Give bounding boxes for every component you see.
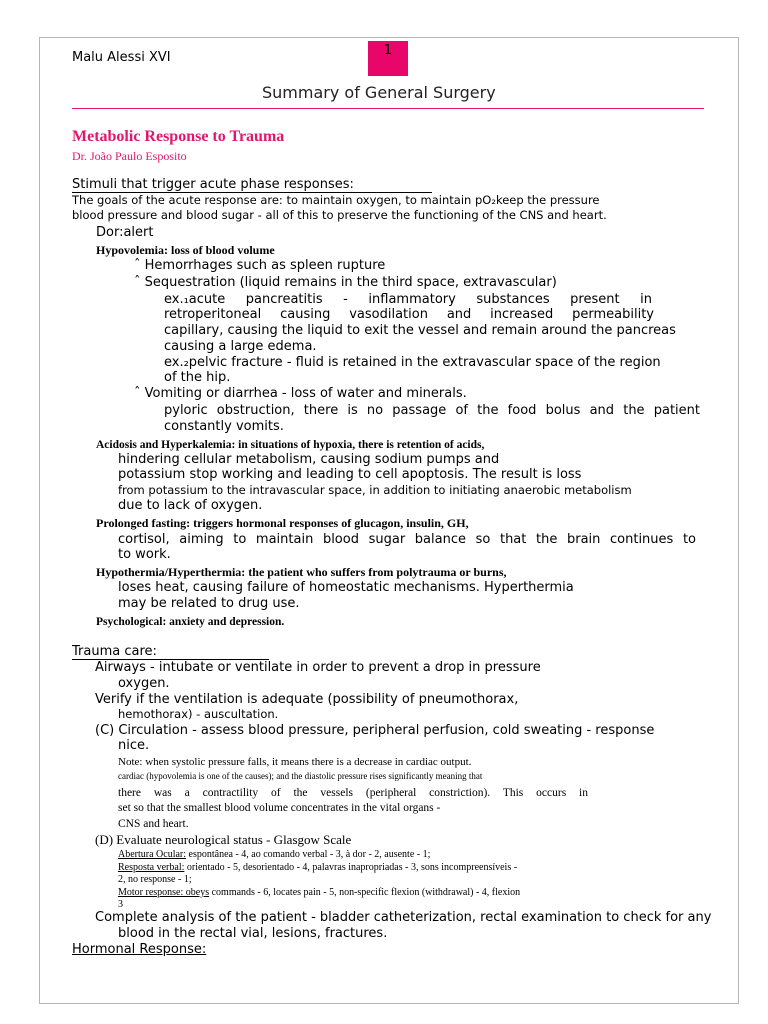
acidosis-line-1: hindering cellular metabolism, causing sodium pumps and: [118, 452, 500, 467]
thermia-line-2: may be related to drug use.: [118, 596, 300, 611]
page-number-badge: [368, 41, 408, 76]
section-title: Metabolic Response to Trauma: [72, 128, 285, 145]
verify-line-1: Verify if the ventilation is adequate (possibility of pneumothorax,: [95, 692, 519, 707]
acidosis-line-3: from potassium to the intravascular space, in addition to initiating anaerobic metabolism: [118, 483, 632, 497]
neuro-heading: (D) Evaluate neurological status - Glasgow Scale: [95, 832, 352, 847]
example-1-line-1: ex.₁acute pancreatitis - inflammatory substances present in: [164, 292, 652, 307]
note-line-4: set so that the smallest blood volume concentrates in the vital organs -: [118, 802, 441, 814]
circulation-line-1: (C) Circulation - assess blood pressure, peripheral perfusion, cold sweating - response: [95, 723, 655, 738]
glasgow-verbal-label: Resposta verbal:: [118, 862, 185, 873]
fasting-line-2: to work.: [118, 547, 171, 562]
note-line-5: CNS and heart.: [118, 818, 189, 830]
hemorrhage-text: Hemorrhages such as spleen rupture: [144, 258, 386, 273]
pyloric-line-1: pyloric obstruction, there is no passage of the food bolus and the patient: [164, 403, 700, 418]
glasgow-verbal: [118, 862, 517, 873]
glasgow-verbal-line-2: 2, no response - 1;: [118, 874, 192, 885]
glasgow-ocular-values: espontânea - 4, ao comando verbal - 3, à dor - 2, ausente - 1;: [186, 849, 431, 860]
complete-line-2: blood in the rectal vial, lesions, fractures.: [118, 926, 388, 941]
airways-line-2: oxygen.: [118, 676, 170, 691]
trauma-heading: Trauma care:: [72, 645, 269, 660]
document-title: Summary of General Surgery: [262, 83, 496, 102]
stimuli-intro-line-1: The goals of the acute response are: to maintain oxygen, to maintain pO₂keep the pressure: [72, 193, 600, 207]
stimuli-intro-line-2: blood pressure and blood sugar - all of this to preserve the functioning of the CNS and heart.: [72, 208, 607, 222]
thermia-heading: Hypothermia/Hyperthermia: the patient who suffers from polytrauma or burns,: [96, 565, 507, 579]
vomiting-text: Vomiting or diarrhea - loss of water and minerals.: [144, 386, 467, 401]
stimuli-heading: Stimuli that trigger acute phase responses:: [72, 178, 432, 193]
glasgow-ocular-label: Abertura Ocular:: [118, 849, 187, 860]
fasting-heading: Prolonged fasting: triggers hormonal responses of glucagon, insulin, GH,: [96, 516, 469, 530]
acidosis-line-4: due to lack of oxygen.: [118, 498, 263, 513]
sub-bullet-icon: ˆ: [134, 386, 141, 401]
example-1-line-2: retroperitoneal causing vasodilation and increased permeability: [164, 307, 654, 322]
hormonal-heading: Hormonal Response:: [72, 942, 207, 957]
hypovolemia-text: Hypovolemia: loss of blood volume: [96, 243, 275, 257]
section-author: Dr. João Paulo Esposito: [72, 149, 187, 163]
glasgow-ocular: [118, 849, 430, 860]
note-line-3: there was a contractility of the vessels (peripheral constriction). This occurs in: [118, 787, 588, 799]
sub-bullet-icon: ˆ: [134, 258, 141, 273]
glasgow-motor: [118, 887, 520, 898]
pain-item: [96, 225, 153, 240]
example-2-line-2: of the hip.: [164, 370, 231, 385]
glasgow-motor-label: Motor response: obeys: [118, 887, 210, 898]
fasting-line-1: cortisol, aiming to maintain blood sugar balance so that the brain continues to: [118, 532, 696, 547]
sub-bullet-icon: ˆ: [134, 275, 141, 290]
airways-line-1: Airways - intubate or ventilate in order to prevent a drop in pressure: [95, 660, 541, 675]
author-name: Malu Alessi XVI: [72, 50, 171, 65]
sequestration-text: Sequestration (liquid remains in the third space, extravascular): [144, 275, 557, 290]
thermia-line-1: loses heat, causing failure of homeostatic mechanisms. Hyperthermia: [118, 580, 574, 595]
psych-item: [96, 614, 284, 628]
example-1-line-4: causing a large edema.: [164, 339, 317, 354]
hemorrhage-item: [134, 258, 385, 273]
sequestration-item: [134, 275, 557, 290]
example-1-line-3: capillary, causing the liquid to exit the vessel and remain around the pancreas: [164, 323, 676, 338]
glasgow-motor-line-2: 3: [118, 899, 123, 910]
complete-line-1: Complete analysis of the patient - bladder catheterization, rectal examination to check for any: [95, 910, 712, 925]
hypovolemia-item: [96, 243, 275, 258]
fasting-item: [96, 516, 469, 531]
verify-line-2: hemothorax) - auscultation.: [118, 707, 279, 721]
acidosis-item: [96, 437, 484, 451]
acidosis-line-2: potassium stop working and leading to cell apoptosis. The result is loss: [118, 467, 582, 482]
title-divider: [72, 108, 704, 109]
thermia-item: [96, 565, 507, 580]
page-number: 1: [383, 43, 393, 58]
pyloric-line-2: constantly vomits.: [164, 419, 284, 434]
glasgow-verbal-values: orientado - 5, desorientado - 4, palavras inapropriadas - 3, sons incompreensíveis -: [184, 862, 518, 873]
example-2-line-1: ex.₂pelvic fracture - fluid is retained in the extravascular space of the region: [164, 355, 661, 370]
note-line-2: cardiac (hypovolemia is one of the causes); and the diastolic pressure rises significantly meaning that: [118, 771, 483, 781]
circulation-line-2: nice.: [118, 738, 150, 753]
note-line-1: Note: when systolic pressure falls, it means there is a decrease in cardiac output.: [118, 756, 472, 768]
vomiting-item: [134, 386, 467, 401]
acidosis-heading: Acidosis and Hyperkalemia: in situations of hypoxia, there is retention of acids,: [96, 439, 485, 451]
glasgow-motor-values: commands - 6, locates pain - 5, non-specific flexion (withdrawal) - 4, flexion: [209, 887, 521, 898]
psych-text: Psychological: anxiety and depression.: [96, 616, 285, 628]
pain-text: Dor:alert: [96, 225, 154, 240]
